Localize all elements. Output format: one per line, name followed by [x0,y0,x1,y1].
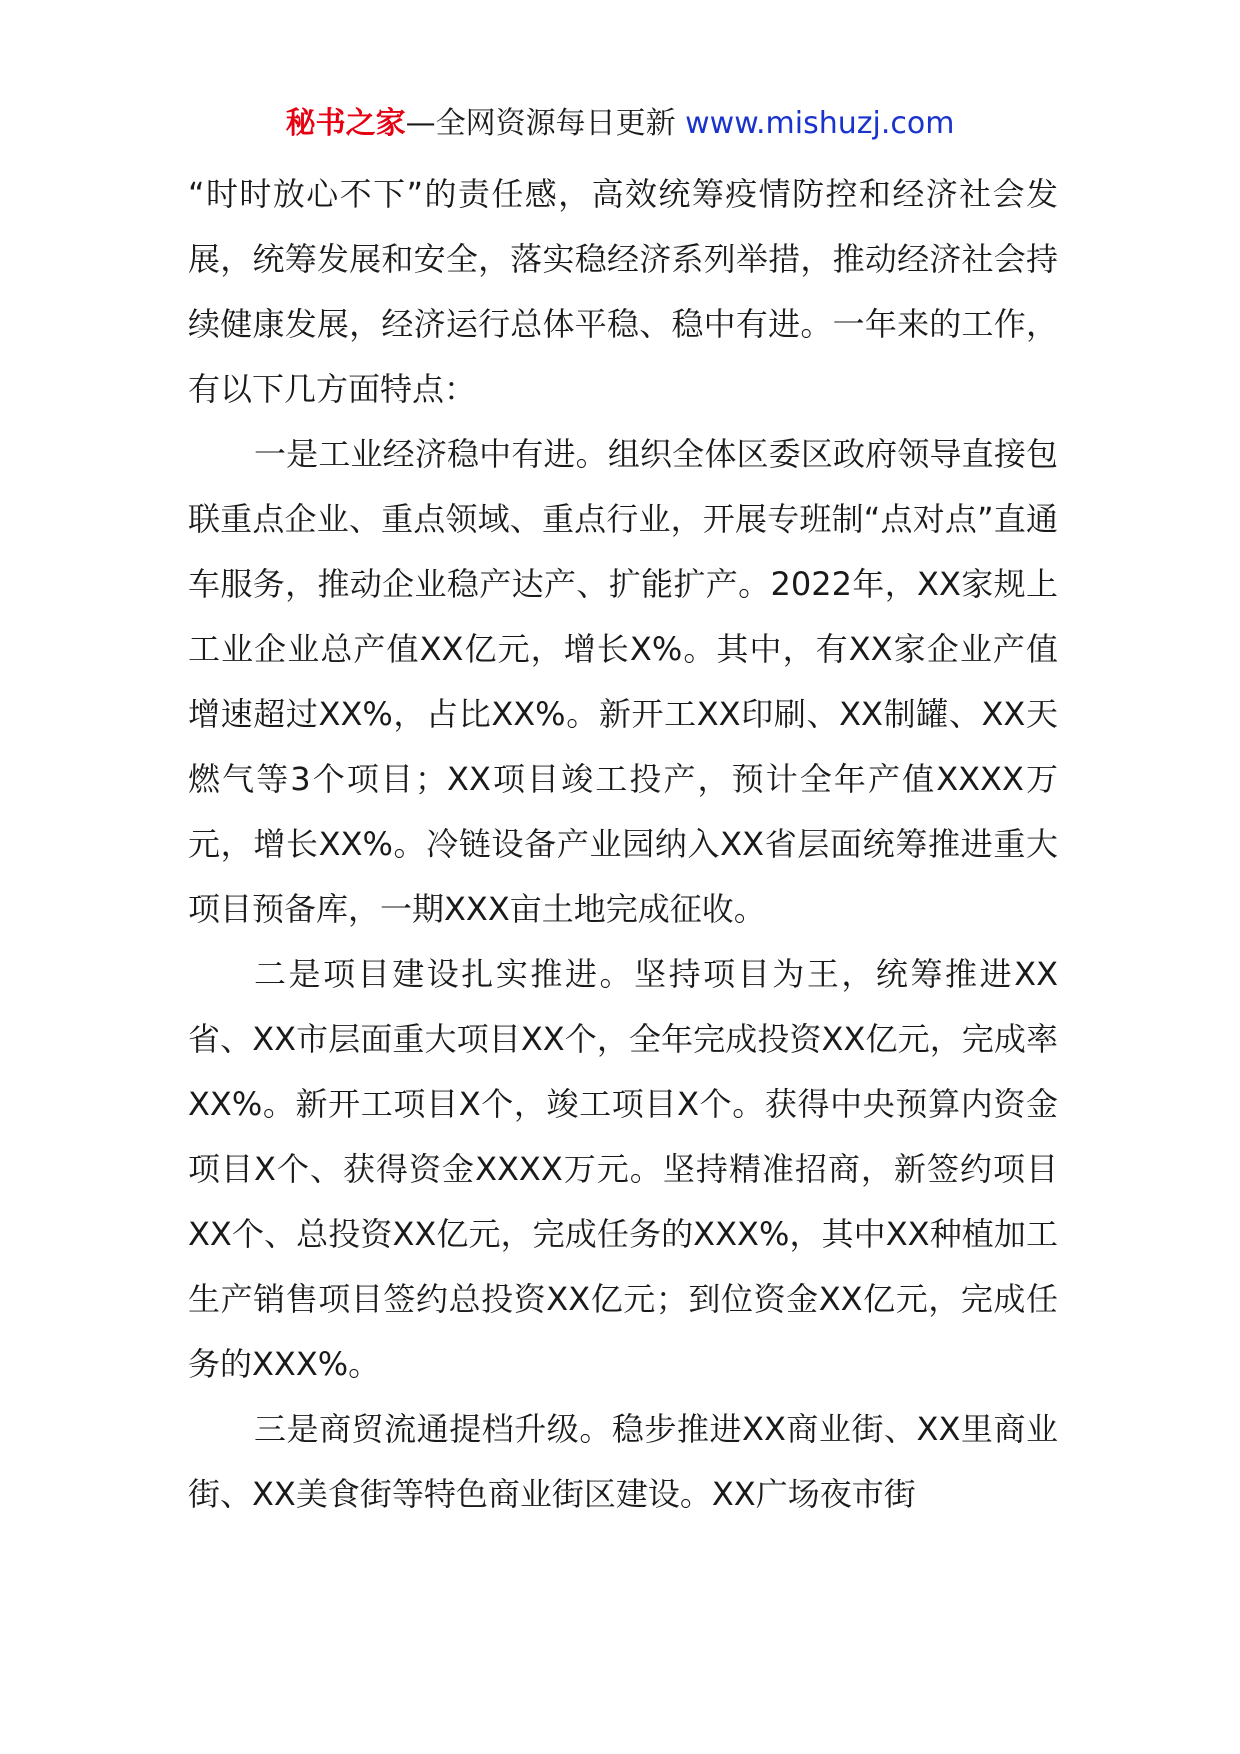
paragraph-project-construction: 二是项目建设扎实推进。坚持项目为王，统筹推进XX省、XX市层面重大项目XX个，全年完成投资XX亿元，完成率XX%。新开工项目X个，竣工项目X个。获得中央预算内资金项目X个、获得资金XXXX万元。坚持精准招商，新签约项目XX个、总投资XX亿元，完成任务的XXX%，其中XX种植加工生产销售项目签约总投资XX亿元；到位资金XX亿元，完成任务的XXX%。 [188,955,1058,1383]
site-url-link[interactable]: www.mishuzj.com [685,106,955,141]
page-header [0,102,1240,146]
header-slogan: —全网资源每日更新 [405,106,676,141]
brand-name: 秘书之家 [285,106,406,141]
paragraph-industrial-economy: 一是工业经济稳中有进。组织全体区委区政府领导直接包联重点企业、重点领域、重点行业，开展专班制“点对点”直通车服务，推动企业稳产达产、扩能扩产。2022年，XX家规上工业企业总产值XX亿元，增长X%。其中，有XX家企业产值增速超过XX%，占比XX%。新开工XX印刷、XX制罐、XX天燃气等3个项目；XX项目竣工投产，预计全年产值XXXX万元，增长XX%。冷链设备产业园纳入XX省层面统筹推进重大项目预备库，一期XXX亩土地完成征收。 [188,435,1058,928]
paragraph-commerce-circulation: 三是商贸流通提档升级。稳步推进XX商业街、XX里商业街、XX美食街等特色商业街区建设。XX广场夜市街 [188,1410,1058,1513]
paragraph-intro-continued: “时时放心不下”的责任感，高效统筹疫情防控和经济社会发展，统筹发展和安全，落实稳经济系列举措，推动经济社会持续健康发展，经济运行总体平稳、稳中有进。一年来的工作，有以下几方面特点： [188,175,1058,408]
document-body [188,162,1058,1527]
